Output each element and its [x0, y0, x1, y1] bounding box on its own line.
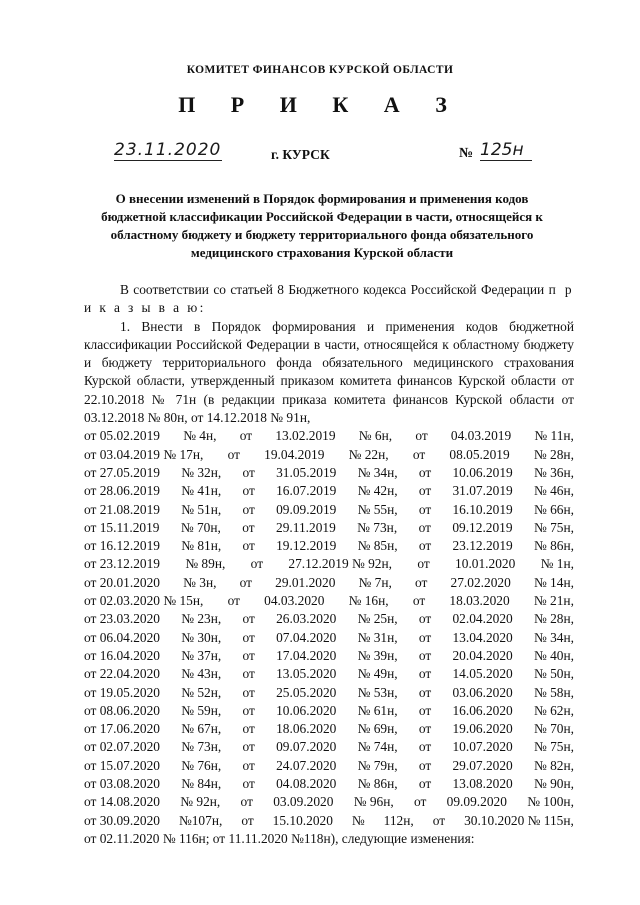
amendment-date-cell: от 20.01.2020 [84, 574, 160, 590]
amendment-date-cell: № 86н, [533, 538, 574, 554]
amendment-date-row [84, 793, 574, 811]
amendment-date-cell: № 21н, [533, 593, 574, 609]
amendment-date-cell: № 25н, [357, 611, 398, 627]
preamble-paragraph [84, 281, 574, 318]
amendment-date-cell: от 27.05.2019 [84, 464, 160, 480]
amendment-date-cell: № 96н, [353, 794, 394, 810]
amendment-date-row [84, 757, 574, 775]
amendment-date-cell: 25.05.2020 [276, 684, 337, 700]
amendment-date-cell: 08.05.2019 [449, 446, 510, 462]
amendment-date-cell: 04.08.2020 [276, 776, 337, 792]
amendment-date-row [84, 464, 574, 482]
amendment-date-cell: от [242, 776, 255, 792]
amendment-date-cell: 26.03.2020 [276, 611, 337, 627]
amendment-date-cell: 112н, [383, 812, 414, 828]
amendment-date-cell: от [418, 538, 432, 554]
order-title: П Р И К А З [178, 92, 462, 117]
amendment-date-cell: № 34н, [357, 464, 398, 480]
amendment-date-cell: 13.05.2020 [276, 666, 337, 682]
amendment-date-cell: № 82н, [533, 757, 574, 773]
amendment-date-cell: от [418, 721, 432, 737]
amendment-date-cell: от [250, 556, 264, 572]
amendment-date-cell: 16.07.2019 [276, 483, 337, 499]
orders-word: п р и к а з ы в а ю: [84, 282, 574, 316]
amendment-date-cell: от [418, 739, 432, 755]
amendment-date-cell: от [240, 794, 253, 810]
amendment-date-cell: № 84н, [181, 776, 222, 792]
amendment-date-cell: от [242, 666, 255, 682]
amendment-date-cell: № 81н, [181, 538, 222, 554]
amendment-date-cell: 09.09.2020 [446, 794, 507, 810]
amendment-date-cell: от [418, 611, 432, 627]
amendment-date-cell: от [242, 721, 255, 737]
amendment-date-cell: от [242, 464, 255, 480]
amendment-date-cell: № 70н, [180, 519, 221, 535]
amendment-date-cell: от 15.11.2019 [84, 519, 160, 535]
amendment-date-row [84, 592, 574, 610]
amendment-date-cell: от [242, 611, 255, 627]
amendment-date-cell: от 02.07.2020 [84, 739, 160, 755]
amendment-date-row [84, 738, 574, 756]
amendment-date-cell: 10.07.2020 [452, 739, 513, 755]
amendment-date-cell: № 39н, [357, 647, 398, 663]
order-body [84, 281, 574, 848]
amendment-date-cell: 31.07.2019 [452, 483, 513, 499]
amendment-date-cell: 17.04.2020 [276, 647, 337, 663]
amendment-date-cell: № 70н, [533, 721, 574, 737]
amendment-date-cell: № 28н, [533, 446, 574, 462]
amendment-date-cell: № 32н, [181, 464, 222, 480]
amendment-date-cell: № 69н, [357, 721, 398, 737]
amendment-date-cell: № 73н, [357, 519, 398, 535]
amendment-date-cell: от [242, 647, 255, 663]
amendment-date-cell: № 55н, [357, 501, 398, 517]
amendment-date-cell: № 34н, [533, 629, 574, 645]
amendment-date-cell: № 1н, [540, 556, 574, 572]
amendment-date-cell: 24.07.2020 [276, 757, 337, 773]
amendment-date-cell: № 22н, [348, 446, 389, 462]
amendment-date-cell: № 16н, [348, 593, 389, 609]
amendment-date-cell: 13.08.2020 [452, 776, 513, 792]
amendment-date-cell: № 50н, [533, 666, 574, 682]
amendment-dates-list [84, 427, 574, 830]
amendment-date-cell: 09.09.2019 [276, 501, 337, 517]
amendment-date-cell: от [242, 538, 255, 554]
amendment-date-cell: 10.06.2020 [276, 702, 337, 718]
order-subject: О внесении изменений в Порядок формирования и применения кодов бюджетной классификации Российской Федерации в части, относящейся к областному бюджету и бюджету территориального фонда обязательного медицинского страхования Курской области [101, 191, 543, 260]
amendment-date-cell: 15.10.2020 [272, 812, 333, 828]
amendment-date-cell: 14.05.2020 [452, 666, 513, 682]
amendment-date-cell: 10.06.2019 [452, 464, 513, 480]
amendment-date-cell: № [351, 812, 365, 828]
amendment-date-cell: от [418, 464, 432, 480]
amendment-date-row [84, 574, 574, 592]
amendment-date-cell: от [414, 794, 427, 810]
amendment-date-cell: № 76н, [181, 757, 222, 773]
amendment-date-cell: № 28н, [533, 611, 574, 627]
amendment-date-cell: от [242, 684, 255, 700]
amendment-date-cell: 10.01.2020 [455, 556, 516, 572]
amendment-date-cell: № 75н, [533, 519, 574, 535]
amendment-date-cell: № 62н, [533, 702, 574, 718]
amendment-date-cell: 18.03.2020 [449, 593, 510, 609]
amendment-date-cell: от [239, 574, 252, 590]
amendment-date-row [84, 446, 574, 464]
amendment-date-cell: №107н, [178, 812, 223, 828]
amendment-date-row [84, 775, 574, 793]
amendment-date-cell: 27.12.2019 № 92н, [288, 556, 393, 572]
amendment-date-cell: 03.06.2020 [452, 684, 513, 700]
amendment-date-cell: от [418, 629, 432, 645]
amendment-date-cell: № 92н, [180, 794, 221, 810]
amendment-date-cell: от [415, 574, 428, 590]
amendment-date-cell: 16.10.2019 [452, 501, 513, 517]
amendments-final-line: от 02.11.2020 № 116н; от 11.11.2020 №118н), следующие изменения: [84, 830, 475, 846]
amendment-date-cell: от 02.03.2020 № 15н, [84, 593, 204, 609]
amendment-date-cell: № 3н, [183, 574, 217, 590]
amendment-date-cell: 13.04.2020 [452, 629, 513, 645]
amendment-date-cell: № 73н, [181, 739, 222, 755]
amendment-date-cell: № 66н, [533, 501, 574, 517]
amendment-date-cell: от [418, 519, 431, 535]
amendment-date-row [84, 647, 574, 665]
amendment-date-cell: от 22.04.2020 [84, 666, 160, 682]
amendment-date-cell: 16.06.2020 [452, 702, 513, 718]
amendment-date-cell: № 14н, [533, 574, 574, 590]
amendment-date-cell: № 46н, [533, 483, 574, 499]
amendment-date-cell: № 51н, [181, 501, 222, 517]
amendment-date-cell: № 100н, [527, 794, 574, 810]
amendment-date-cell: № 4н, [183, 428, 217, 444]
amendment-date-cell: № 36н, [533, 464, 574, 480]
amendment-date-cell: 09.07.2020 [276, 739, 337, 755]
amendment-date-row [84, 720, 574, 738]
order-city: г. КУРСК [271, 147, 330, 162]
amendment-date-cell: от [242, 519, 255, 535]
amendment-date-cell: от [418, 483, 432, 499]
order-number-handwritten: 125н [480, 140, 532, 161]
amendment-date-cell: № 67н, [181, 721, 222, 737]
amendment-date-cell: № 37н, [181, 647, 222, 663]
amendment-date-cell: 29.11.2019 [276, 519, 336, 535]
amendment-date-cell: от 05.02.2019 [84, 428, 160, 444]
amendment-date-cell: 13.02.2019 [275, 428, 336, 444]
amendment-date-cell: 23.12.2019 [452, 538, 513, 554]
amendment-date-cell: от 14.08.2020 [84, 794, 160, 810]
amendment-date-cell: 19.06.2020 [452, 721, 513, 737]
amendment-date-row [84, 610, 574, 628]
amendment-date-row [84, 555, 574, 573]
amendment-date-cell: № 61н, [357, 702, 398, 718]
amendment-date-row [84, 537, 574, 555]
amendment-date-cell: 29.01.2020 [275, 574, 336, 590]
amendment-date-cell: от [242, 757, 255, 773]
amendment-date-cell: от [418, 647, 432, 663]
amendment-date-cell: 18.06.2020 [276, 721, 337, 737]
order-date-handwritten: 23.11.2020 [114, 140, 222, 160]
amendment-date-cell: от 15.07.2020 [84, 757, 160, 773]
amendment-date-row [84, 501, 574, 519]
committee-name: КОМИТЕТ ФИНАНСОВ КУРСКОЙ ОБЛАСТИ [186, 64, 454, 76]
amendment-date-cell: от [227, 593, 240, 609]
amendment-date-cell: от 21.08.2019 [84, 501, 160, 517]
amendment-date-row [84, 519, 574, 537]
amendment-date-cell: 09.12.2019 [452, 519, 513, 535]
amendment-date-cell: от [227, 446, 240, 462]
amendment-date-cell: № 6н, [358, 428, 393, 444]
amendment-date-cell: № 79н, [357, 757, 398, 773]
amendment-date-cell: № 42н, [357, 483, 398, 499]
amendment-date-cell: от 17.06.2020 [84, 721, 160, 737]
amendment-date-cell: от [415, 428, 428, 444]
preamble-text: В соответствии со статьей 8 Бюджетного кодекса Российской Федерации [120, 282, 545, 297]
order-number-label: № [459, 146, 474, 161]
amendment-date-cell: № 52н, [181, 684, 222, 700]
amendment-date-cell: № 74н, [357, 739, 398, 755]
amendment-date-cell: № 85н, [357, 538, 398, 554]
amendment-date-cell: от 06.04.2020 [84, 629, 160, 645]
amendment-date-cell: № 53н, [357, 684, 398, 700]
amendment-date-cell: № 89н, [185, 556, 226, 572]
amendment-date-cell: 19.12.2019 [276, 538, 337, 554]
amendment-date-cell: от [418, 684, 432, 700]
amendment-date-cell: от [418, 666, 432, 682]
amendment-date-cell: № 7н, [358, 574, 392, 590]
amendment-date-cell: № 49н, [357, 666, 398, 682]
amendment-date-cell: от 16.04.2020 [84, 647, 160, 663]
amendment-date-cell: от 03.04.2019 № 17н, [84, 446, 204, 462]
amendment-date-row [84, 427, 574, 445]
amendment-date-cell: 30.10.2020 № 115н, [464, 812, 574, 828]
amendment-date-cell: 31.05.2019 [276, 464, 337, 480]
amendment-date-cell: от 16.12.2019 [84, 538, 160, 554]
amendment-date-cell: № 41н, [181, 483, 222, 499]
item-1-paragraph: 1. Внести в Порядок формирования и применения кодов бюджетной классификации Российской Федерации в части, относящейся к областному бюджету и бюджету территориального фонда обязательного медицинского страхования Курской области, утвержденный приказом комитета финансов Курской области от 22.10.2018 № 71н (в редакции приказа комитета финансов Курской области от 03.12.2018 № 80н, от 14.12.2018 № 91н, [84, 318, 574, 426]
amendment-date-cell: № 40н, [533, 647, 574, 663]
amendment-date-row [84, 629, 574, 647]
amendment-date-row [84, 702, 574, 720]
amendment-date-cell: от [242, 702, 255, 718]
amendment-date-cell: от 23.12.2019 [84, 556, 160, 572]
amendment-date-cell: 19.04.2019 [264, 446, 325, 462]
amendment-date-cell: от [239, 428, 253, 444]
amendment-date-row [84, 684, 574, 702]
amendment-date-cell: от 23.03.2020 [84, 611, 160, 627]
amendment-date-cell: от [417, 556, 430, 572]
amendment-date-cell: 27.02.2020 [450, 574, 511, 590]
amendment-date-cell: от [242, 629, 255, 645]
amendment-date-cell: от 19.05.2020 [84, 684, 160, 700]
amendment-date-cell: № 30н, [181, 629, 222, 645]
amendment-date-cell: 29.07.2020 [452, 757, 513, 773]
amendment-date-cell: от 03.08.2020 [84, 776, 160, 792]
amendment-date-cell: от [242, 501, 255, 517]
amendment-date-row [84, 812, 574, 830]
amendment-date-cell: от [242, 739, 255, 755]
amendment-date-cell: от [241, 812, 254, 828]
amendment-date-row [84, 665, 574, 683]
amendment-date-cell: № 75н, [533, 739, 574, 755]
amendment-date-cell: от [432, 812, 446, 828]
amendment-date-cell: от [242, 483, 255, 499]
amendment-date-cell: от 30.09.2020 [84, 812, 160, 828]
amendment-date-cell: № 31н, [357, 629, 398, 645]
amendment-date-cell: № 58н, [533, 684, 574, 700]
amendment-date-cell: 04.03.2020 [264, 593, 325, 609]
amendment-date-cell: от 28.06.2019 [84, 483, 160, 499]
amendment-date-cell: от [418, 501, 432, 517]
amendment-date-cell: от [412, 446, 426, 462]
amendment-date-cell: от [418, 776, 432, 792]
amendment-date-cell: от [418, 702, 432, 718]
amendment-date-cell: 07.04.2020 [276, 629, 337, 645]
amendment-date-cell: от [412, 593, 426, 609]
amendment-date-cell: № 43н, [181, 666, 222, 682]
amendment-date-cell: 02.04.2020 [452, 611, 513, 627]
amendment-date-cell: 03.09.2020 [273, 794, 334, 810]
amendment-date-cell: № 11н, [534, 428, 574, 444]
amendment-date-cell: № 90н, [533, 776, 574, 792]
amendment-date-cell: от [418, 757, 432, 773]
amendment-date-cell: от 08.06.2020 [84, 702, 160, 718]
amendment-date-cell: 04.03.2019 [450, 428, 512, 444]
amendment-date-cell: № 23н, [181, 611, 222, 627]
amendment-date-cell: № 86н, [357, 776, 398, 792]
amendment-date-row [84, 482, 574, 500]
amendment-date-cell: 20.04.2020 [452, 647, 513, 663]
amendment-date-cell: № 59н, [181, 702, 222, 718]
